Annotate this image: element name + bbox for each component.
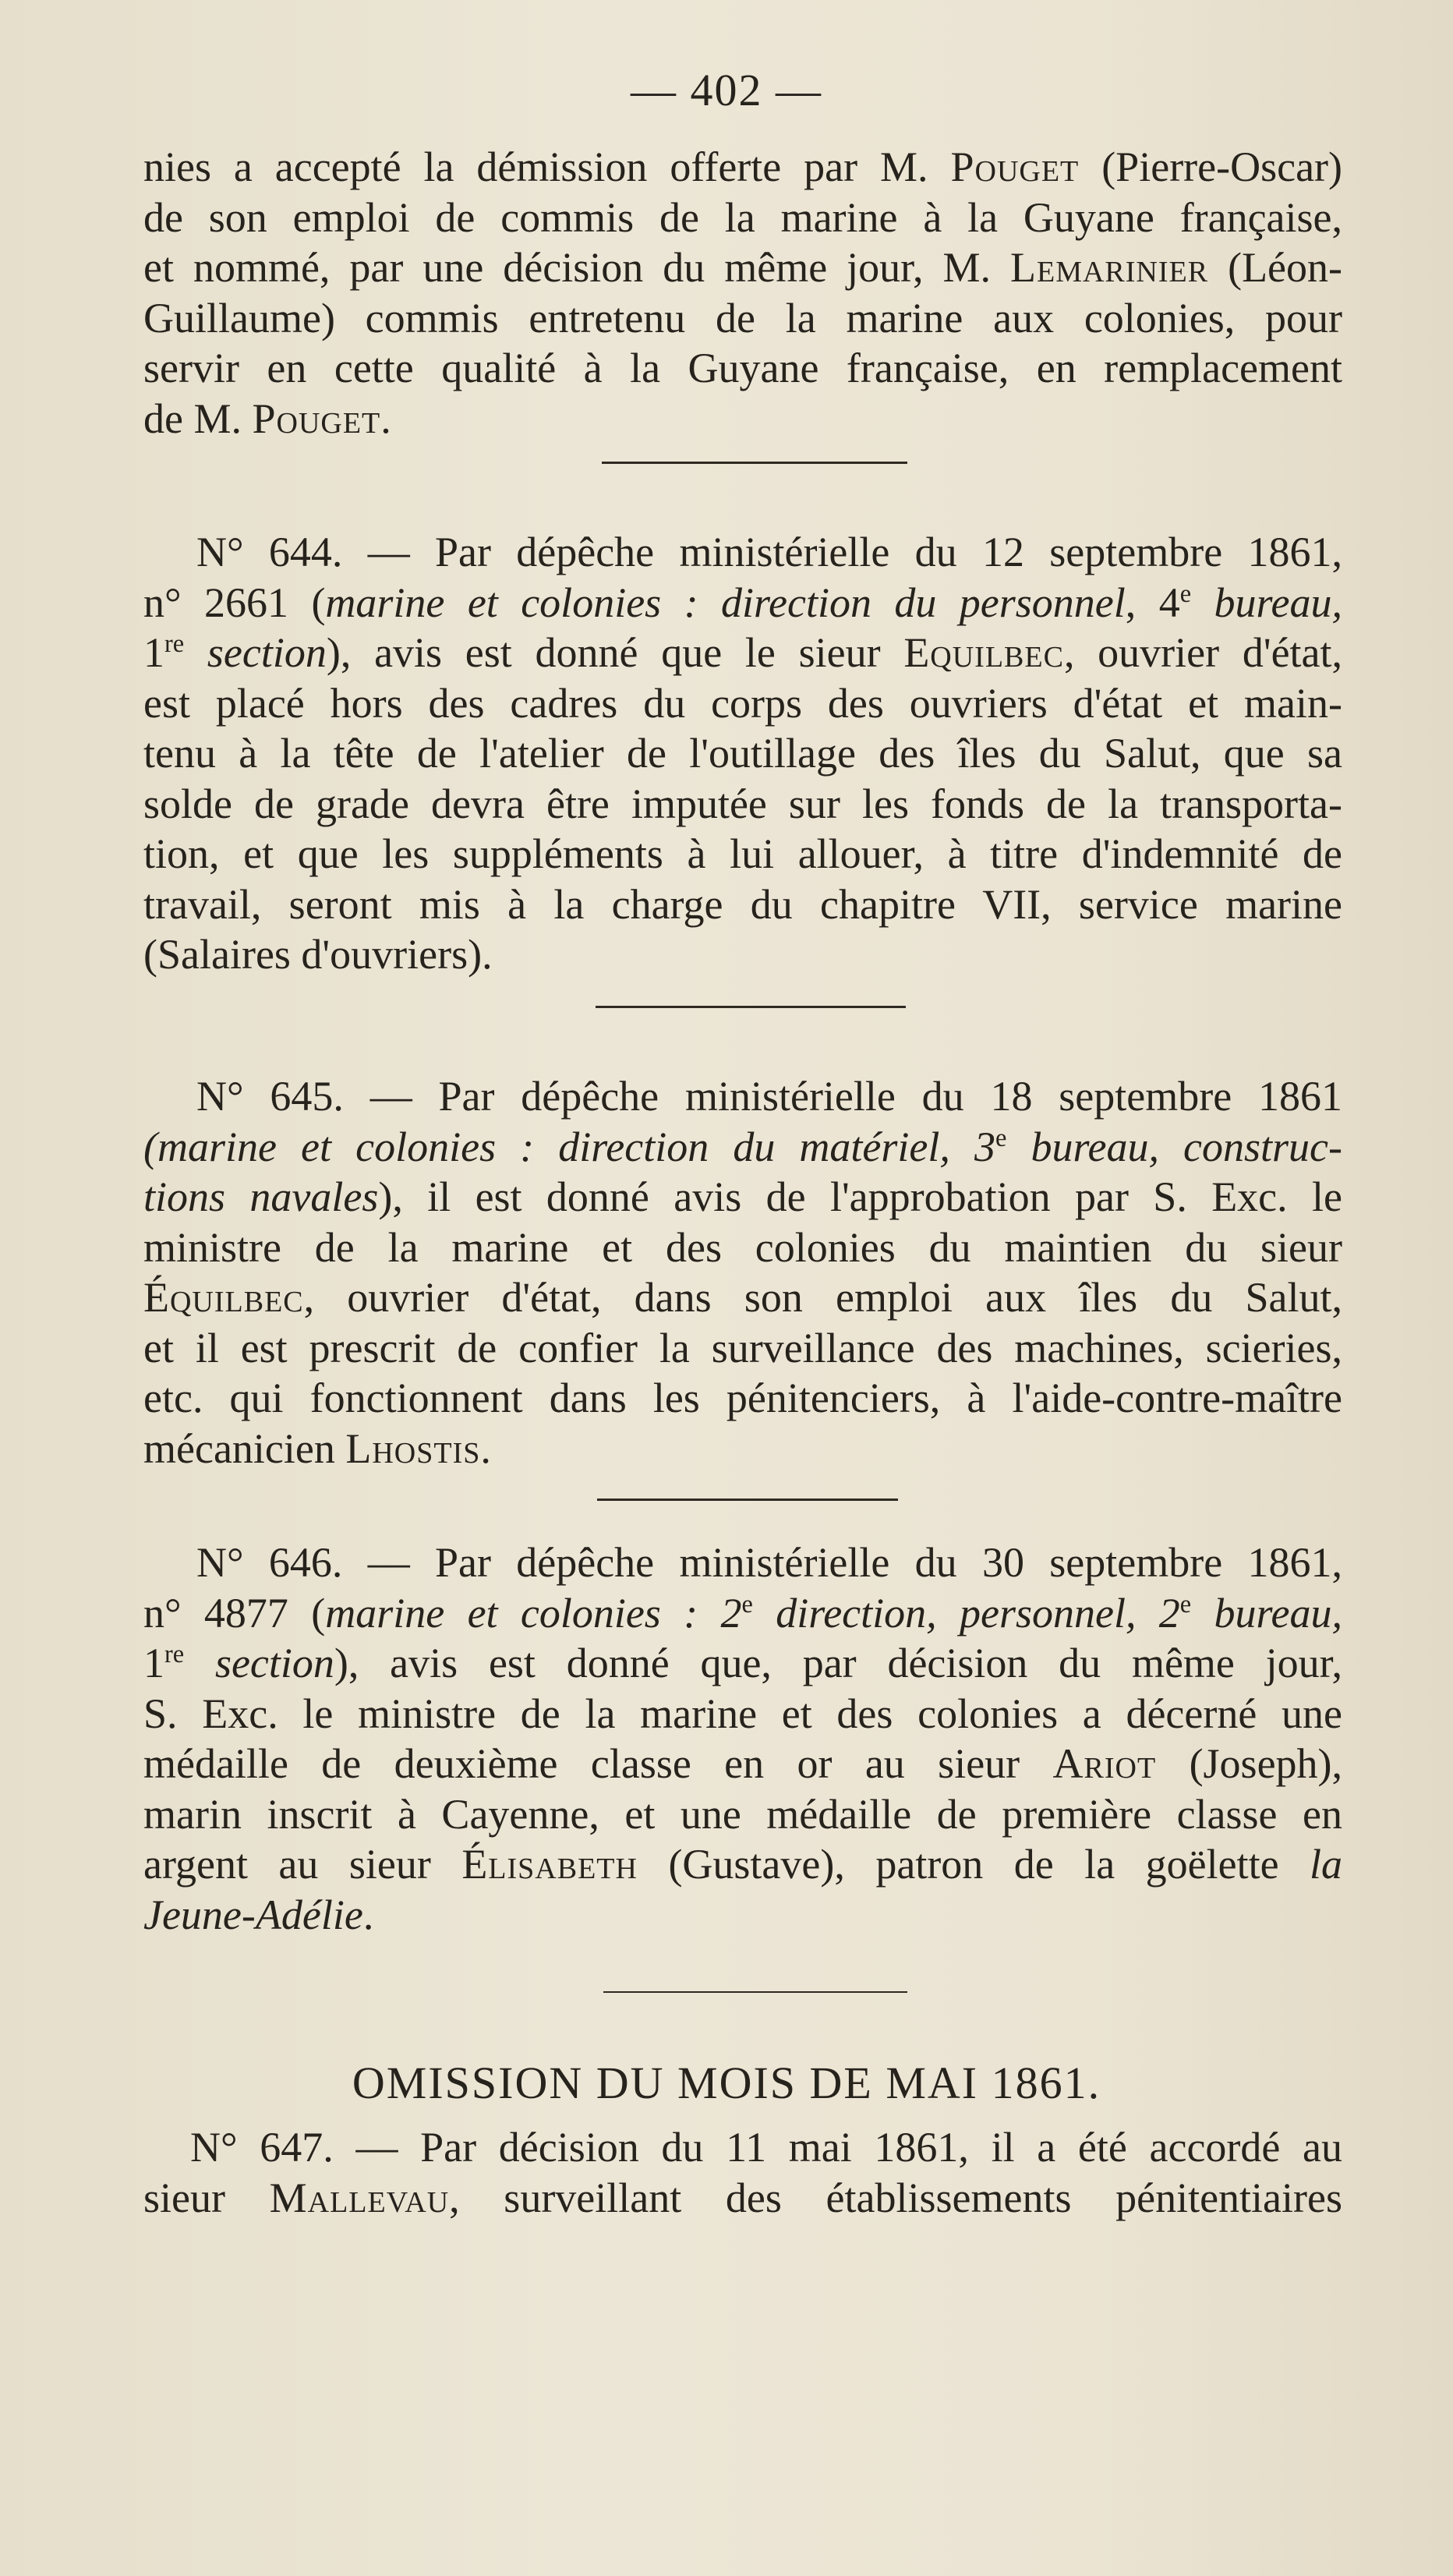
text-line: de M. Pouget.: [143, 395, 391, 442]
text-line: S. Exc. le ministre de la marine et des colonies a décerné une: [143, 1690, 1342, 1737]
text-line: ministre de la marine et des colonies du maintien du sieur: [143, 1223, 1342, 1271]
section-heading: OMISSION DU MOIS DE MAI 1861.: [352, 2058, 1101, 2108]
intro-paragraph: [143, 142, 1342, 444]
text-line: Équilbec, ouvrier d'état, dans son emploi aux îles du Salut,: [143, 1274, 1342, 1321]
text-line: solde de grade devra être imputée sur les fonds de la transporta-: [143, 780, 1342, 827]
text-line: mécanicien Lhostis.: [143, 1424, 491, 1472]
text-line: Jeune-Adélie.: [143, 1891, 374, 1938]
text-line: etc. qui fonctionnent dans les pénitenciers, à l'aide-contre-maître: [143, 1375, 1342, 1421]
text-line: sieur Mallevau, surveillant des établissements pénitentiaires: [143, 2174, 1342, 2221]
text-line: N° 644. — Par dépêche ministérielle du 12 septembre 1861,: [196, 529, 1342, 575]
text-line: nies a accepté la démission offerte par M. Pouget (Pierre-Oscar): [143, 143, 1342, 190]
page-number: — 402 —: [631, 65, 822, 115]
text-line: marin inscrit à Cayenne, et une médaille de première classe en: [143, 1790, 1342, 1838]
text-line: N° 645. — Par dépêche ministérielle du 18 septembre 1861: [196, 1073, 1342, 1120]
section-divider: [597, 1499, 898, 1501]
text-line: N° 646. — Par dépêche ministérielle du 30 septembre 1861,: [196, 1539, 1342, 1586]
section-divider: [603, 1991, 907, 1993]
text-line: 1re section), avis est donné que le sieur Equilbec, ouvrier d'état,: [143, 629, 1342, 676]
text-line: et il est prescrit de confier la surveillance des machines, scieries,: [143, 1324, 1342, 1371]
text-line: (marine et colonies : direction du matériel, 3e bureau, construc-: [143, 1123, 1342, 1170]
entry-646: [143, 1537, 1342, 1940]
text-line: est placé hors des cadres du corps des ouvriers d'état et main-: [143, 679, 1342, 727]
text-line: et nommé, par une décision du même jour, M. Lemarinier (Léon-: [143, 244, 1342, 291]
text-line: servir en cette qualité à la Guyane française, en remplacement: [143, 345, 1342, 391]
text-line: tions navales), il est donné avis de l'approbation par S. Exc. le: [143, 1173, 1342, 1220]
entry-644: [143, 527, 1342, 980]
section-divider: [602, 462, 907, 464]
text-line: tion, et que les suppléments à lui allouer, à titre d'indemnité de: [143, 830, 1342, 877]
entry-647: [143, 2122, 1342, 2223]
text-line: de son emploi de commis de la marine à la Guyane française,: [143, 193, 1342, 241]
section-divider: [596, 1006, 906, 1008]
text-line: Guillaume) commis entretenu de la marine aux colonies, pour: [143, 294, 1342, 341]
entry-645: [143, 1071, 1342, 1474]
text-line: travail, seront mis à la charge du chapitre VII, service marine: [143, 880, 1342, 928]
text-line: n° 2661 (marine et colonies : direction du personnel, 4e bureau,: [143, 579, 1342, 626]
text-line: n° 4877 (marine et colonies : 2e direction, personnel, 2e bureau,: [143, 1589, 1342, 1637]
text-line: 1re section), avis est donné que, par décision du même jour,: [143, 1640, 1342, 1686]
text-line: (Salaires d'ouvriers).: [143, 931, 493, 978]
text-line: argent au sieur Élisabeth (Gustave), patron de la goëlette la: [143, 1841, 1342, 1888]
text-line: N° 647. — Par décision du 11 mai 1861, il a été accordé au: [190, 2124, 1342, 2171]
text-line: médaille de deuxième classe en or au sieur Ariot (Joseph),: [143, 1740, 1342, 1787]
text-line: tenu à la tête de l'atelier de l'outillage des îles du Salut, que sa: [143, 730, 1342, 777]
